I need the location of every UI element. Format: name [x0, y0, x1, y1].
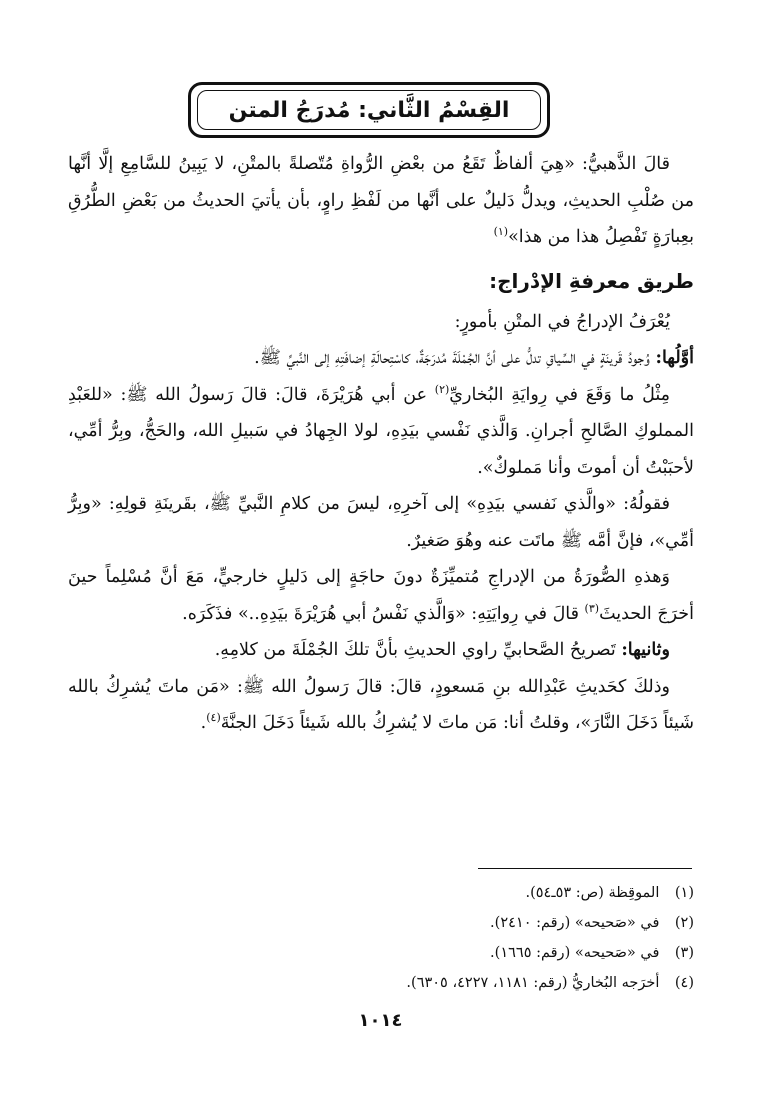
- section-title: القِسْمُ الثَّاني: مُدرَجُ المتن: [228, 97, 510, 123]
- paragraph-definition: [68, 146, 694, 256]
- bukhari-example-text-cont: عن أبي هُرَيْرَةَ، قالَ: قالَ رَسولُ الله ﷺ: «للعَبْدِ المملوكِ الصَّالحِ أجرانِ. وَالَّذي نَفْسي بيَدِهِ، لولا الجِهادُ في سَبيلِ الله، والحَجُّ، وبِرُّ أمِّي، لأحبَبْتُ أن أموتَ وأنا مَملوكٌ».: [68, 384, 694, 478]
- footnote-number: (٢): [674, 915, 694, 931]
- main-text: [68, 146, 694, 742]
- page-number: ١٠١٤: [358, 1010, 403, 1031]
- title-frame: [188, 82, 550, 138]
- footnote-ref-2: (٢): [434, 382, 450, 396]
- ibn-masud-end: .: [200, 713, 207, 733]
- footnote-item: [68, 878, 694, 908]
- footnote-text: في «صَحيحه» (رقم: ٢٤١٠).: [490, 915, 660, 931]
- footnote-number: (١): [674, 885, 694, 901]
- footnote-number: (٣): [674, 945, 694, 961]
- first-method-text: وُجودُ قَرينَةٍ في السِّياقِ تدلُّ على أنَّ الجُمْلَةَ مُدرَجَةٌ، كاسْتِحالَةِ إضافَتِهِ إلى النَّبيِّ ﷺ.: [254, 348, 656, 368]
- paragraph-explanation: فقولُهُ: «والَّذي نَفسي بيَدِهِ» إلى آخرِهِ، ليسَ من كلامِ النَّبيِّ ﷺ، بقَرينَةِ قولِهِ: «وبِرُّ أمِّي»، فإنَّ أمَّه ﷺ ماتَت عنه وهُوَ صَغيرٌ.: [68, 494, 694, 551]
- footnotes: [68, 878, 694, 998]
- second-method-label: وثانيها:: [621, 640, 670, 660]
- second-method-text: تَصريحُ الصَّحابيِّ راوي الحديثِ بأنَّ تلكَ الجُمْلَةَ من كلامِهِ.: [214, 640, 622, 660]
- ibn-masud-text: وذلكَ كحَديثِ عَبْدِالله بنِ مَسعودٍ، قالَ: قالَ رَسولُ الله ﷺ: «مَن ماتَ يُشرِكُ بالله شَيئاً دَخَلَ النَّارَ»، وقلتُ أنا: مَن ماتَ لا يُشرِكُ بالله شَيئاً دَخَلَ الجنَّةَ: [68, 676, 694, 733]
- footnote-text: أخرَجه البُخاريُّ (رقم: ١١٨١، ٤٢٢٧، ٦٣٠٥).: [406, 975, 660, 991]
- footnote-ref-1: (١): [493, 225, 509, 239]
- muslim-text: وَهذهِ الصُّورَةُ من الإدراجِ مُتميِّزَةٌ دونَ حاجَةٍ إلى دَليلٍ خارجيٍّ، مَعَ أنَّ مُسْلِماً حينَ أخرَجَ الحديثَ: [68, 567, 694, 624]
- paragraph-bukhari-example: [68, 377, 694, 487]
- footnote-text: في «صَحيحه» (رقم: ١٦٦٥).: [490, 945, 660, 961]
- paragraph-first-method: [68, 340, 694, 377]
- footnote-item: [68, 938, 694, 968]
- footnote-text: الموقِظة (ص: ٥٣ـ٥٤).: [525, 885, 660, 901]
- footnote-ref-4: (٤): [206, 711, 221, 725]
- paragraph-muslim: [68, 559, 694, 632]
- footnote-number: (٤): [674, 975, 694, 991]
- bukhari-example-text: مِثْلُ ما وَقَعَ في رِوايَةِ البُخاريِّ: [449, 384, 670, 405]
- paragraph-second-method: [68, 632, 694, 669]
- title-inner-frame: [197, 90, 541, 130]
- paragraph-intro: يُعْرَفُ الإدراجُ في المتْنِ بأمورٍ:: [454, 311, 670, 332]
- footnote-ref-3: (٣): [584, 601, 600, 615]
- footnote-item: [68, 908, 694, 938]
- footnote-item: [68, 968, 694, 998]
- muslim-text-cont: قالَ في رِوايَتِهِ: «وَالَّذي نَفْسُ أبي هُرَيْرَةَ بيَدِهِ..» فذَكَرَه.: [182, 603, 585, 624]
- paragraph-definition-text: قالَ الذَّهبيُّ: «هِيَ ألفاظٌ تَقَعُ من بعْضِ الرُّواةِ مُتّصلةً بالمتْنِ، لا يَبِينُ للسَّامِعِ إلَّا أنَّها من صُلْبِ الحديثِ، ويدلُّ دَليلٌ على أنَّها من لَفْظِ راوٍ، بأن يأتيَ الحديثُ من بَعْضِ الطُّرُقِ بعِبارَةٍ تَفْصِلُ هذا من هذا»: [68, 154, 694, 247]
- paragraph-ibn-masud: [68, 669, 694, 742]
- footnote-separator: [478, 868, 692, 869]
- first-method-label: أوَّلُها:: [655, 348, 694, 368]
- section-heading: طريق معرفةِ الإدْراج:: [489, 268, 694, 293]
